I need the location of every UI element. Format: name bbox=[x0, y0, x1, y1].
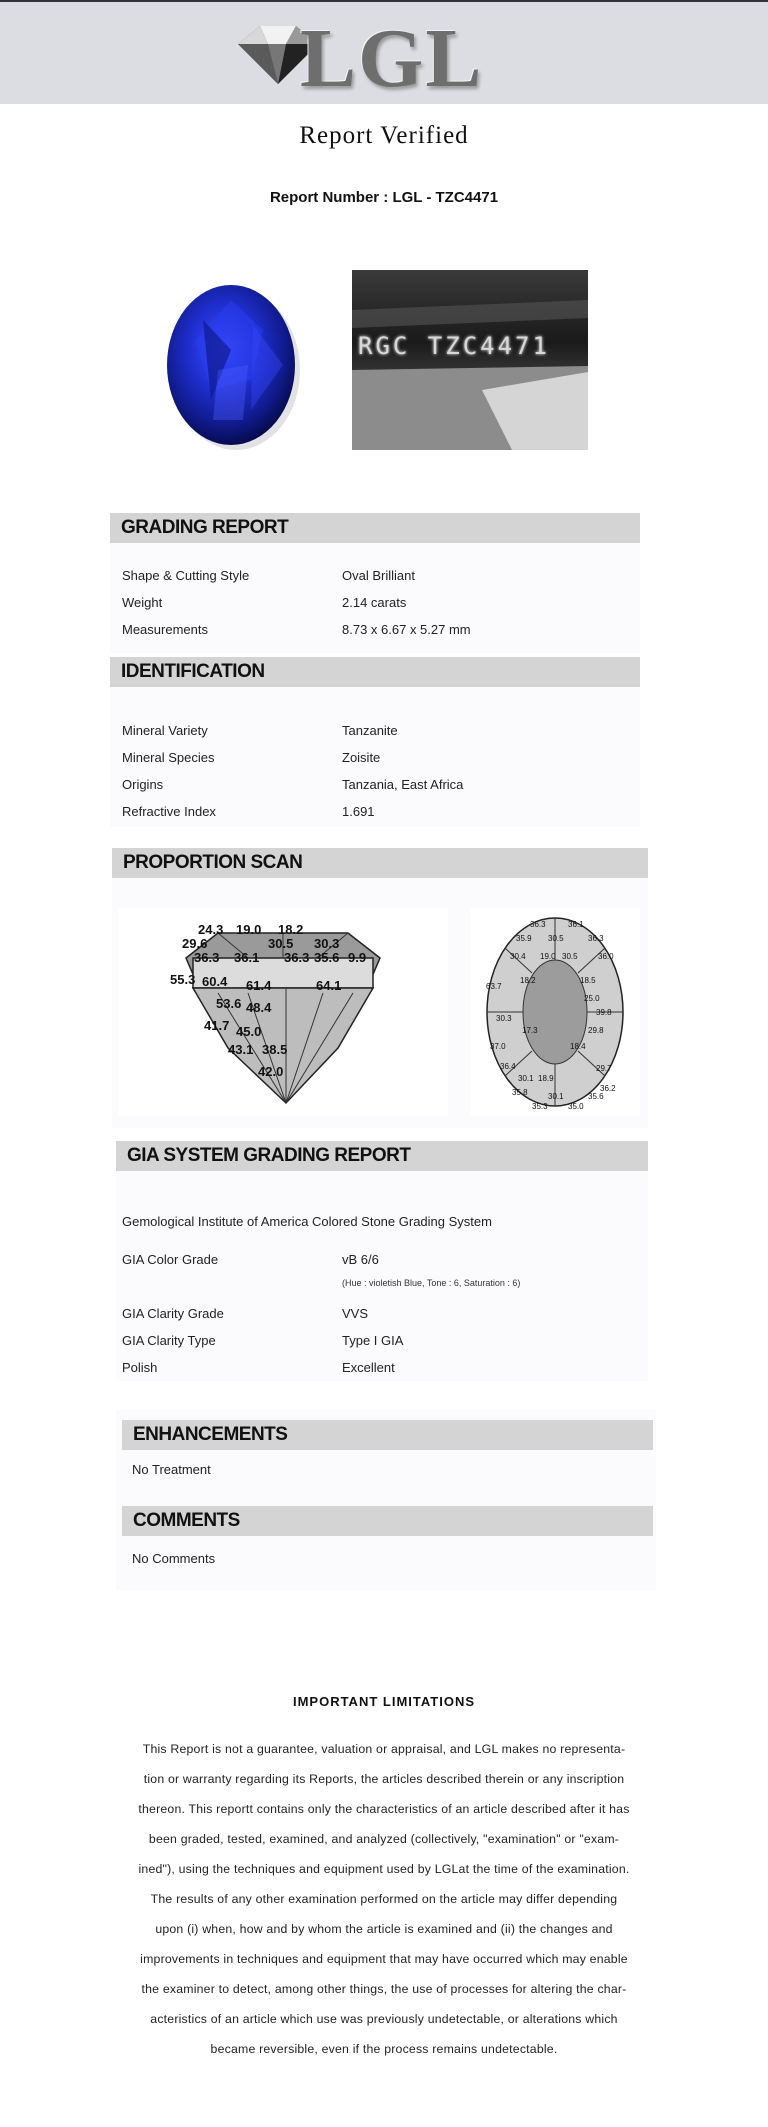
side-measurement-label: 55.3 bbox=[170, 972, 196, 987]
limitations-heading: IMPORTANT LIMITATIONS bbox=[292, 1694, 476, 1709]
side-measurement-label: 48.4 bbox=[246, 1000, 272, 1015]
side-measurement-label: 24.3 bbox=[198, 922, 224, 937]
row-value: vB 6/6 bbox=[342, 1252, 379, 1267]
top-measurement-label: 18.4 bbox=[570, 1042, 586, 1051]
top-measurement-label: 36.3 bbox=[530, 920, 546, 929]
top-measurement-label: 25.0 bbox=[584, 994, 600, 1003]
top-measurement-label: 30.4 bbox=[510, 952, 526, 961]
page-title: Report Verified bbox=[299, 122, 469, 149]
side-measurement-label: 36.3 bbox=[194, 950, 220, 965]
gia-system: Gemological Institute of America Colored Stone Grading System bbox=[122, 1214, 492, 1229]
side-measurement-label: 60.4 bbox=[202, 974, 228, 989]
top-measurement-label: 63.7 bbox=[486, 982, 502, 991]
top-measurement-label: 36.4 bbox=[500, 1062, 516, 1071]
row-value: Tanzania, East Africa bbox=[342, 777, 464, 792]
side-measurement-label: 43.1 bbox=[228, 1042, 254, 1057]
top-measurement-label: 36.3 bbox=[588, 934, 604, 943]
limitations-line: been graded, tested, examined, and analyzed (collectively, "examination" or "exam- bbox=[148, 1832, 620, 1846]
top-measurement-label: 17.3 bbox=[522, 1026, 538, 1035]
proportion-top-diagram bbox=[470, 908, 640, 1116]
limitations-line: became reversible, even if the process remains undetectable. bbox=[210, 2042, 558, 2056]
proportion-scan-heading: PROPORTION SCAN bbox=[112, 848, 648, 878]
side-measurement-label: 38.5 bbox=[262, 1042, 288, 1057]
limitations-line: tion or warranty regarding its Reports, the articles described therein or any inscription bbox=[143, 1772, 625, 1786]
gia-color-note: (Hue : violetish Blue, Tone : 6, Saturation : 6) bbox=[342, 1278, 521, 1288]
enhancements-heading: ENHANCEMENTS bbox=[122, 1420, 653, 1450]
side-measurement-label: 30.5 bbox=[268, 936, 294, 951]
report-number: Report Number : LGL - TZC4471 bbox=[269, 189, 499, 206]
comments-text: No Comments bbox=[132, 1551, 216, 1566]
row-label: Mineral Species bbox=[122, 750, 215, 765]
top-measurement-label: 30.3 bbox=[496, 1014, 512, 1023]
header-bar bbox=[0, 2, 768, 104]
side-measurement-label: 42.0 bbox=[258, 1064, 284, 1079]
side-measurement-label: 18.2 bbox=[278, 922, 304, 937]
gemstone-photo bbox=[133, 270, 323, 460]
row-value: 1.691 bbox=[342, 804, 375, 819]
row-value: VVS bbox=[342, 1306, 369, 1321]
top-measurement-label: 35.9 bbox=[516, 934, 532, 943]
side-measurement-label: 36.1 bbox=[234, 950, 260, 965]
row-label: Weight bbox=[122, 595, 163, 610]
enhancements-text: No Treatment bbox=[132, 1462, 211, 1477]
row-value: Type I GIA bbox=[342, 1333, 404, 1348]
limitations-line: The results of any other examination performed on the article may differ depending bbox=[150, 1892, 618, 1906]
lgl-logo[interactable] bbox=[232, 12, 492, 105]
top-measurement-label: 36.1 bbox=[568, 920, 584, 929]
row-label: Mineral Variety bbox=[122, 723, 208, 738]
top-measurement-label: 35.8 bbox=[512, 1088, 528, 1097]
top-measurement-label: 35.3 bbox=[532, 1102, 548, 1111]
limitations-line: improvements in techniques and equipment that may have occurred which may enable bbox=[140, 1952, 628, 1966]
top-measurement-label: 19.0 bbox=[540, 952, 556, 961]
top-measurement-label: 36.2 bbox=[600, 1084, 616, 1093]
side-measurement-label: 35.6 bbox=[314, 950, 340, 965]
row-value: Excellent bbox=[342, 1360, 395, 1375]
top-measurement-label: 29.8 bbox=[588, 1026, 604, 1035]
top-measurement-label: 18.9 bbox=[538, 1074, 554, 1083]
side-measurement-label: 29.6 bbox=[182, 936, 208, 951]
top-measurement-label: 18.5 bbox=[580, 976, 596, 985]
row-label: Polish bbox=[122, 1360, 158, 1375]
side-measurement-label: 41.7 bbox=[204, 1018, 230, 1033]
side-measurement-label: 19.0 bbox=[236, 922, 262, 937]
proportion-side-diagram bbox=[118, 908, 448, 1116]
row-label: GIA Clarity Type bbox=[122, 1333, 216, 1348]
limitations-line: This Report is not a guarantee, valuation or appraisal, and LGL makes no representa- bbox=[142, 1742, 626, 1756]
top-measurement-label: 29.7 bbox=[596, 1064, 612, 1073]
limitations-line: ined"), using the techniques and equipment used by LGLat the time of the examination. bbox=[138, 1862, 630, 1876]
row-value: 8.73 x 6.67 x 5.27 mm bbox=[342, 622, 471, 637]
side-measurement-label: 36.3 bbox=[284, 950, 310, 965]
top-measurement-label: 30.5 bbox=[548, 934, 564, 943]
side-measurement-label: 61.4 bbox=[246, 978, 272, 993]
limitations-line: the examiner to detect, among other things, the use of processes for altering the char- bbox=[141, 1982, 627, 1996]
row-label: GIA Color Grade bbox=[122, 1252, 219, 1267]
row-label: Shape & Cutting Style bbox=[122, 568, 250, 583]
row-value: 2.14 carats bbox=[342, 595, 407, 610]
top-measurement-label: 18.2 bbox=[520, 976, 536, 985]
row-value: Oval Brilliant bbox=[342, 568, 415, 583]
side-measurement-label: 30.3 bbox=[314, 936, 340, 951]
row-label: Measurements bbox=[122, 622, 208, 637]
top-measurement-label: 37.0 bbox=[490, 1042, 506, 1051]
top-measurement-label: 30.1 bbox=[548, 1092, 564, 1101]
row-label: Origins bbox=[122, 777, 164, 792]
limitations-line: thereon. This reportt contains only the characteristics of an article described after it has bbox=[138, 1802, 630, 1816]
row-label: GIA Clarity Grade bbox=[122, 1306, 224, 1321]
logo-text: LGL bbox=[300, 12, 484, 105]
side-measurement-label: 53.6 bbox=[216, 996, 242, 1011]
top-measurement-label: 35.0 bbox=[568, 1102, 584, 1111]
row-value: Zoisite bbox=[342, 750, 381, 765]
side-measurement-label: 9.9 bbox=[348, 950, 367, 965]
row-label: Refractive Index bbox=[122, 804, 216, 819]
gia-report-heading: GIA SYSTEM GRADING REPORT bbox=[116, 1141, 648, 1171]
inscription-text: RGC TZC4471 bbox=[358, 332, 550, 360]
top-measurement-label: 30.5 bbox=[562, 952, 578, 961]
top-measurement-label: 35.6 bbox=[588, 1092, 604, 1101]
top-measurement-label: 30.1 bbox=[518, 1074, 534, 1083]
grading-report-heading: GRADING REPORT bbox=[110, 513, 640, 543]
row-value: Tanzanite bbox=[342, 723, 398, 738]
comments-heading: COMMENTS bbox=[122, 1506, 653, 1536]
side-measurement-label: 45.0 bbox=[236, 1024, 262, 1039]
limitations-text bbox=[116, 1734, 652, 2064]
top-measurement-label: 39.8 bbox=[596, 1008, 612, 1017]
top-measurement-label: 36.0 bbox=[598, 952, 614, 961]
inscription-photo bbox=[352, 270, 588, 450]
identification-heading: IDENTIFICATION bbox=[110, 657, 640, 687]
side-measurement-label: 64.1 bbox=[316, 978, 342, 993]
limitations-line: upon (i) when, how and by whom the article is examined and (ii) the changes and bbox=[155, 1922, 613, 1936]
limitations-line: acteristics of an article which use was previously undetectable, or alterations which bbox=[150, 2012, 618, 2026]
